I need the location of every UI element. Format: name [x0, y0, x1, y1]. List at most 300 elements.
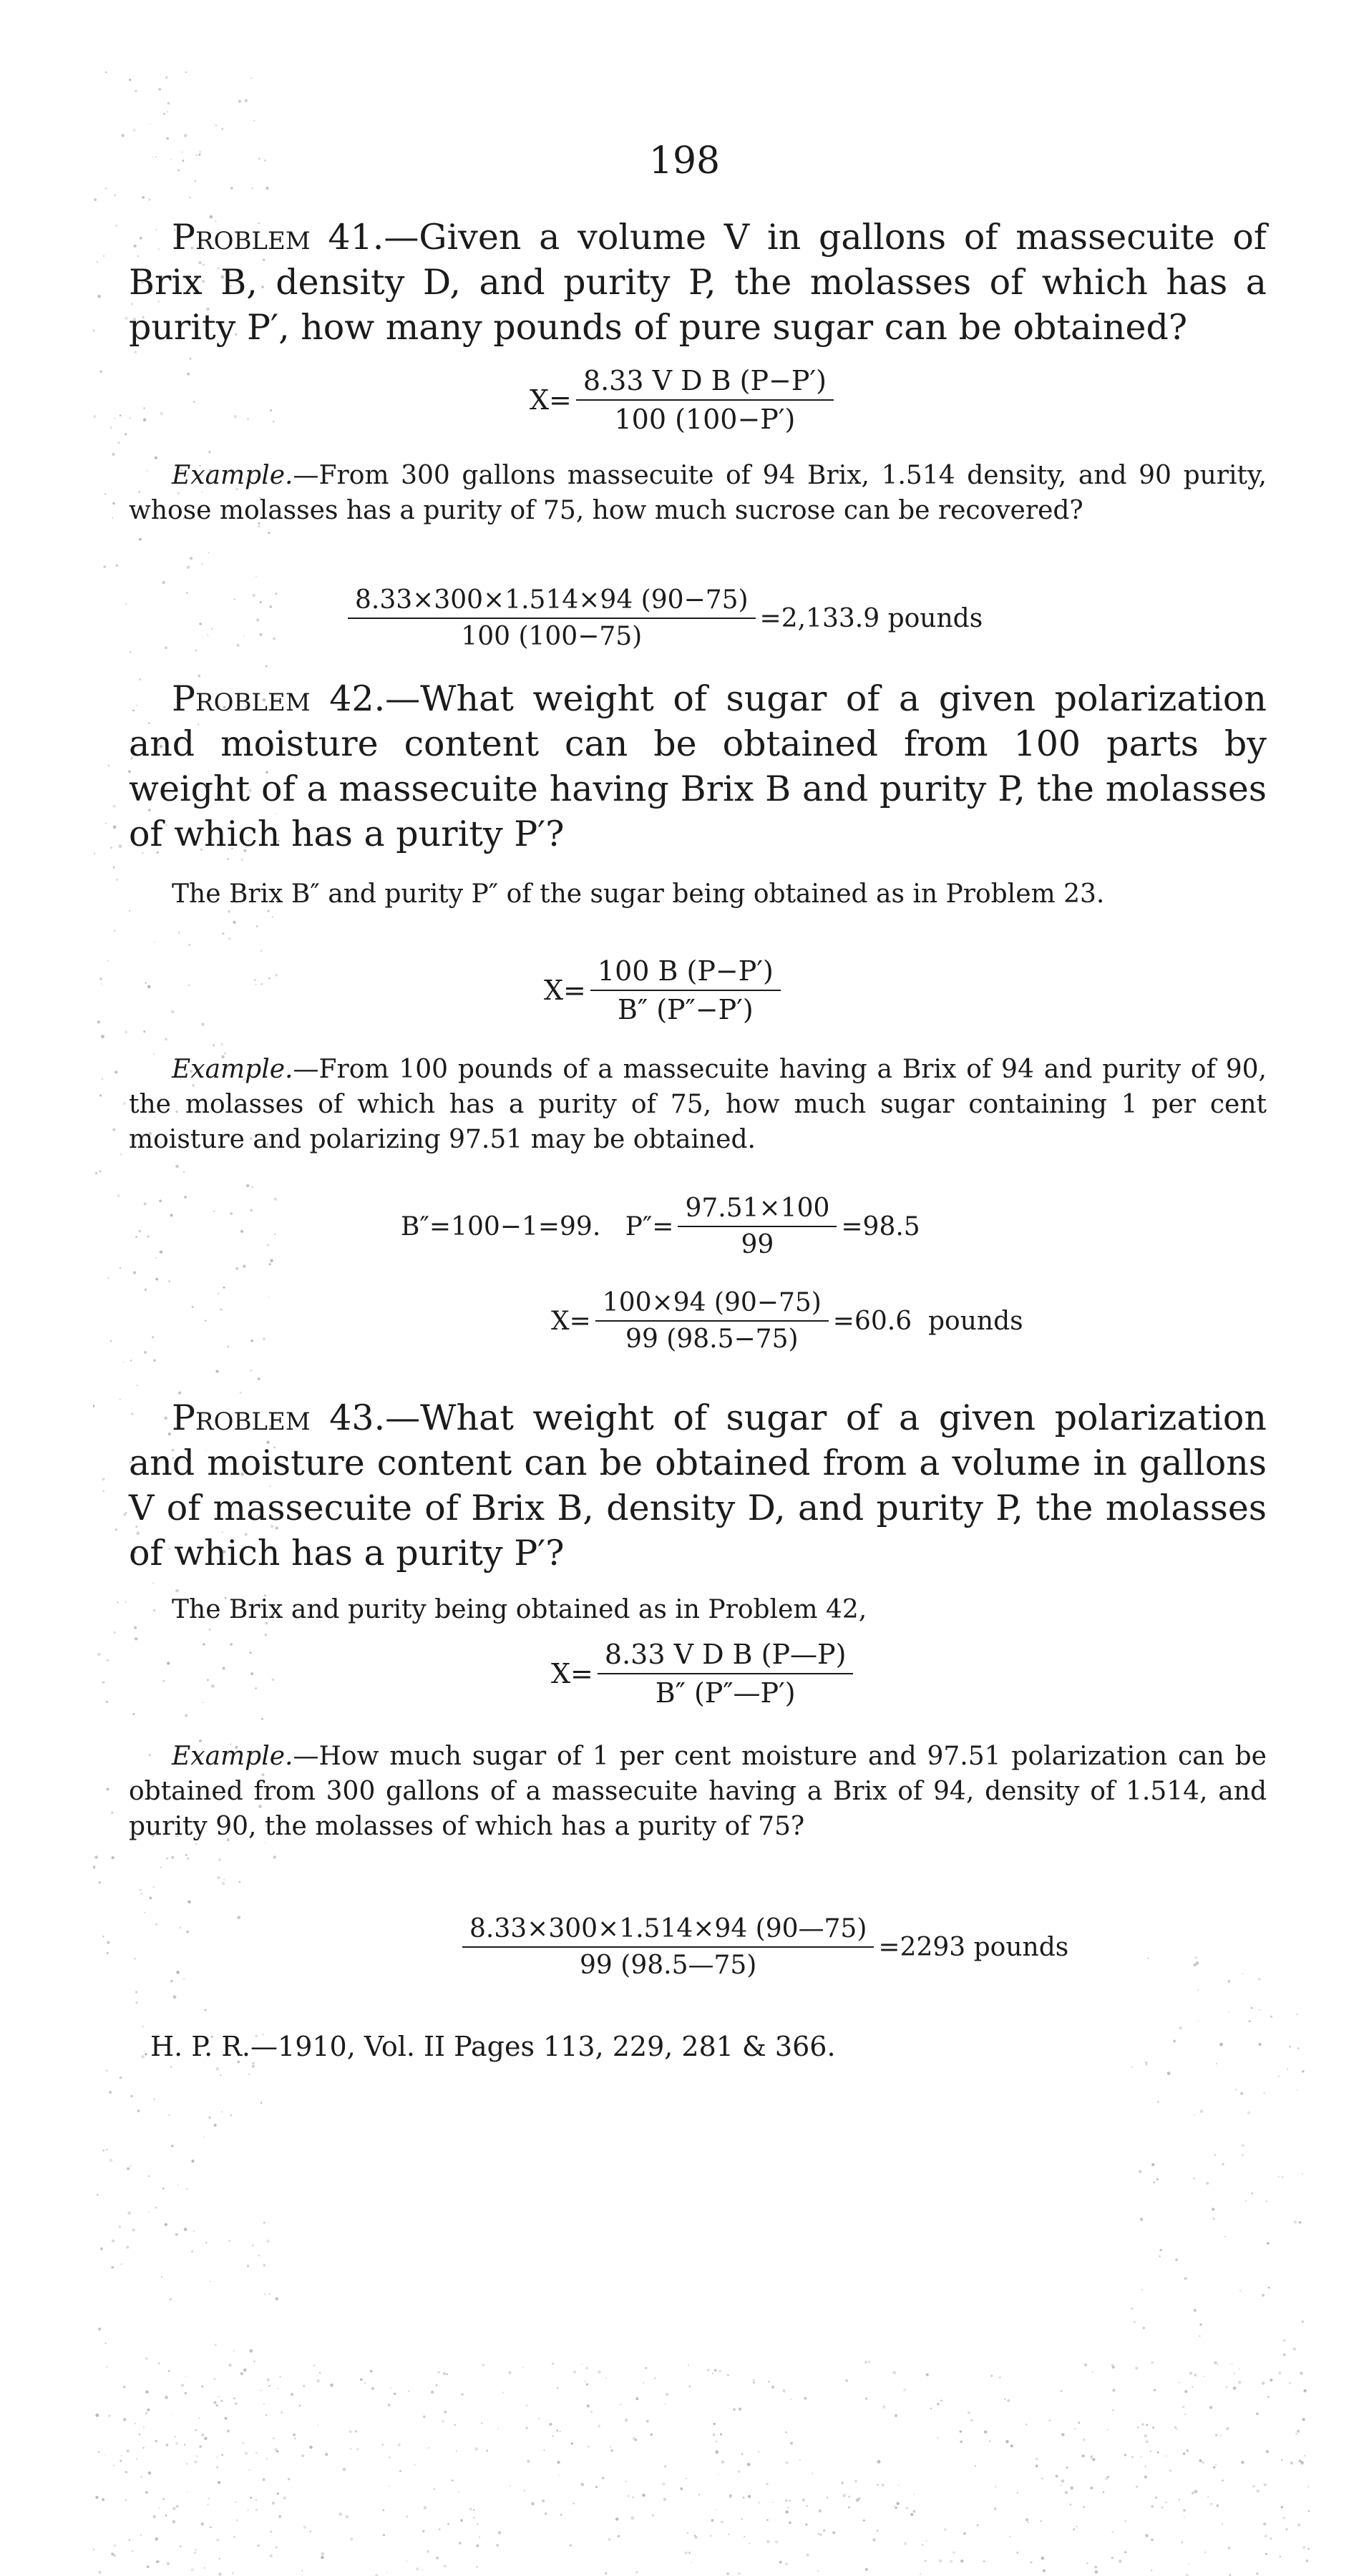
- grain-dot: [205, 2242, 207, 2243]
- grain-dot: [225, 2417, 228, 2420]
- grain-dot: [1212, 2218, 1215, 2220]
- grain-dot: [926, 2373, 929, 2376]
- grain-dot: [785, 2562, 788, 2565]
- grain-dot: [120, 1399, 121, 1400]
- grain-dot: [208, 2504, 209, 2505]
- grain-dot: [143, 407, 145, 409]
- grain-dot: [711, 2519, 714, 2522]
- grain-dot: [185, 72, 187, 73]
- grain-dot: [263, 1337, 265, 1340]
- grain-dot: [144, 1912, 145, 1913]
- grain-dot: [145, 1289, 147, 1291]
- grain-dot: [117, 1194, 120, 1197]
- grain-dot: [457, 2491, 459, 2492]
- grain-dot: [319, 2372, 321, 2373]
- grain-dot: [1136, 2486, 1138, 2488]
- grain-dot: [152, 1583, 154, 1584]
- grain-dot: [217, 1292, 219, 1294]
- grain-dot: [1245, 2200, 1247, 2202]
- grain-dot: [349, 2430, 352, 2433]
- grain-dot: [625, 2419, 628, 2422]
- grain-dot: [275, 592, 277, 595]
- grain-dot: [571, 2442, 573, 2444]
- grain-dot: [1144, 2475, 1147, 2478]
- grain-dot: [112, 1128, 115, 1131]
- grain-dot: [123, 1102, 126, 1105]
- grain-dot: [394, 2393, 396, 2395]
- grain-dot: [1004, 2399, 1005, 2400]
- grain-dot: [1107, 2476, 1109, 2478]
- grain-dot: [343, 2468, 346, 2472]
- grain-dot: [1240, 2092, 1243, 2094]
- grain-dot: [473, 2517, 474, 2519]
- grain-dot: [1281, 2459, 1282, 2461]
- grain-dot: [125, 1601, 126, 1603]
- grain-dot: [184, 2228, 187, 2231]
- grain-dot: [235, 2402, 238, 2405]
- grain-dot: [266, 2458, 268, 2459]
- grain-dot: [1145, 2534, 1149, 2537]
- grain-dot: [1183, 2509, 1186, 2512]
- grain-dot: [208, 451, 211, 454]
- grain-dot: [1197, 1989, 1199, 1991]
- grain-dot: [93, 1405, 95, 1407]
- grain-dot: [309, 2446, 313, 2449]
- grain-dot: [605, 2377, 607, 2379]
- grain-dot: [270, 2555, 273, 2557]
- grain-dot: [608, 2538, 610, 2541]
- grain-dot: [121, 2455, 122, 2457]
- grain-dot: [1278, 2076, 1280, 2077]
- grain-dot: [1297, 2523, 1301, 2527]
- formula-lhs: X=: [551, 1658, 593, 1689]
- grain-dot: [422, 2569, 424, 2570]
- grain-dot: [858, 2497, 860, 2499]
- grain-dot: [159, 88, 161, 90]
- grain-dot: [605, 2572, 607, 2575]
- grain-dot: [462, 2394, 464, 2396]
- grain-dot: [1293, 2348, 1296, 2351]
- grain-dot: [162, 581, 165, 584]
- grain-dot: [903, 2389, 906, 2391]
- grain-dot: [101, 983, 102, 985]
- grain-dot: [1226, 2427, 1229, 2430]
- grain-dot: [1297, 2429, 1300, 2432]
- grain-dot: [1182, 2542, 1184, 2544]
- grain-dot: [1194, 2374, 1197, 2376]
- grain-dot: [1043, 2570, 1046, 2572]
- calc-numerator: 97.51×100: [678, 1194, 837, 1227]
- grain-dot: [686, 2478, 687, 2479]
- grain-dot: [1286, 2528, 1288, 2530]
- grain-dot: [1199, 2323, 1202, 2326]
- grain-dot: [643, 2382, 644, 2384]
- grain-dot: [1200, 2109, 1204, 2113]
- grain-dot: [1263, 2522, 1266, 2525]
- grain-dot: [264, 2293, 266, 2296]
- grain-dot: [222, 2454, 224, 2456]
- grain-dot: [216, 2539, 219, 2542]
- grain-dot: [772, 2502, 774, 2503]
- grain-dot: [145, 982, 147, 984]
- grain-dot: [1256, 2413, 1258, 2415]
- grain-dot: [872, 2538, 875, 2541]
- grain-dot: [150, 1897, 152, 1900]
- grain-dot: [268, 977, 271, 980]
- grain-dot: [877, 2460, 881, 2464]
- grain-dot: [135, 2423, 136, 2424]
- grain-dot: [1141, 2289, 1143, 2290]
- grain-dot: [789, 2499, 791, 2502]
- grain-dot: [123, 2386, 126, 2389]
- grain-dot: [1135, 2367, 1138, 2370]
- grain-dot: [221, 1043, 223, 1045]
- grain-dot: [827, 2497, 828, 2498]
- example-paragraph: [129, 1052, 1267, 1157]
- grain-dot: [408, 2391, 409, 2392]
- grain-dot: [207, 1679, 209, 1681]
- grain-dot: [205, 1319, 207, 1322]
- calc-numerator: 8.33×300×1.514×94 (90−75): [348, 585, 756, 619]
- grain-dot: [252, 2065, 255, 2068]
- grain-dot: [1175, 2258, 1178, 2261]
- grain-dot: [234, 599, 235, 600]
- grain-dot: [914, 2494, 915, 2495]
- grain-dot: [427, 2550, 429, 2553]
- grain-dot: [522, 2367, 524, 2368]
- grain-dot: [210, 2281, 211, 2283]
- grain-dot: [127, 2167, 130, 2170]
- grain-dot: [1283, 2339, 1286, 2342]
- grain-dot: [937, 2403, 940, 2406]
- grain-dot: [269, 1263, 271, 1265]
- grain-dot: [259, 633, 262, 636]
- grain-dot: [444, 2411, 447, 2414]
- grain-dot: [117, 441, 120, 444]
- grain-dot: [160, 1251, 162, 1254]
- grain-dot: [753, 2379, 754, 2381]
- grain-dot: [170, 2067, 172, 2068]
- grain-dot: [99, 1171, 102, 1173]
- formula-numerator: 8.33 V D B (P—P): [598, 1639, 854, 1674]
- grain-dot: [130, 2165, 132, 2167]
- grain-dot: [260, 950, 263, 952]
- grain-dot: [1295, 2433, 1297, 2435]
- grain-dot: [650, 2434, 653, 2436]
- grain-dot: [1159, 2255, 1161, 2258]
- grain-dot: [1174, 2426, 1176, 2429]
- grain-dot: [250, 2349, 253, 2353]
- grain-dot: [144, 2051, 145, 2053]
- grain-dot: [102, 2150, 104, 2152]
- grain-dot: [1256, 2489, 1260, 2493]
- grain-dot: [1302, 2546, 1305, 2549]
- grain-dot: [172, 2507, 176, 2510]
- grain-dot: [1216, 2063, 1217, 2064]
- grain-dot: [1187, 2449, 1189, 2452]
- grain-dot: [1146, 2064, 1147, 2065]
- grain-dot: [1184, 2517, 1185, 2518]
- grain-dot: [260, 2390, 262, 2391]
- grain-dot: [111, 1812, 113, 1814]
- grain-dot: [134, 1958, 136, 1960]
- grain-dot: [208, 2498, 210, 2500]
- calc-fraction: [348, 585, 756, 651]
- grain-dot: [721, 2521, 723, 2523]
- grain-dot: [162, 2498, 165, 2500]
- grain-dot: [868, 2361, 869, 2363]
- grain-dot: [1082, 2454, 1085, 2457]
- grain-dot: [173, 1995, 177, 1999]
- grain-dot: [211, 628, 213, 630]
- grain-dot: [779, 2561, 782, 2564]
- problem-41: [129, 215, 1267, 350]
- grain-dot: [167, 1662, 170, 1664]
- grain-dot: [1010, 2444, 1013, 2447]
- grain-dot: [143, 418, 147, 421]
- grain-dot: [1048, 2419, 1051, 2421]
- grain-dot: [155, 1278, 158, 1281]
- note-text: The Brix B″ and purity P″ of the sugar being obtained as in Problem 23.: [172, 879, 1105, 909]
- grain-dot: [98, 2571, 101, 2574]
- grain-dot: [743, 2497, 745, 2499]
- grain-dot: [272, 2502, 275, 2504]
- grain-dot: [100, 371, 102, 373]
- grain-dot: [217, 1876, 220, 1879]
- grain-dot: [882, 2406, 885, 2409]
- grain-dot: [177, 2185, 179, 2186]
- grain-dot: [1157, 2101, 1159, 2103]
- grain-dot: [739, 2408, 741, 2411]
- grain-dot: [208, 635, 209, 636]
- calc-denominator: 99 (98.5−75): [625, 1324, 799, 1354]
- calc-fraction: [595, 1288, 829, 1354]
- grain-dot: [106, 2366, 108, 2368]
- grain-dot: [1151, 2539, 1154, 2542]
- grain-dot: [1092, 2458, 1095, 2461]
- grain-dot: [848, 2507, 850, 2509]
- grain-dot: [93, 2548, 94, 2550]
- grain-dot: [265, 665, 268, 668]
- grain-dot: [898, 2484, 900, 2486]
- grain-dot: [193, 2230, 195, 2233]
- grain-dot: [406, 2515, 408, 2517]
- formula-numerator: 8.33 V D B (P−P′): [576, 365, 834, 401]
- grain-dot: [104, 2454, 106, 2456]
- grain-dot: [223, 1287, 225, 1289]
- grain-dot: [691, 2562, 692, 2564]
- example-label: Example.: [172, 461, 293, 490]
- grain-dot: [1146, 2440, 1149, 2443]
- grain-dot: [95, 1172, 98, 1175]
- grain-dot: [209, 1629, 211, 1631]
- grain-dot: [190, 557, 193, 560]
- grain-dot: [738, 2572, 741, 2575]
- grain-dot: [1143, 2327, 1145, 2329]
- grain-dot: [749, 2542, 750, 2544]
- problem-42-calculation-2: [551, 1288, 1023, 1354]
- grain-dot: [191, 2250, 193, 2253]
- grain-dot: [213, 1044, 215, 1046]
- grain-dot: [1307, 2548, 1310, 2550]
- grain-dot: [107, 1941, 109, 1944]
- grain-dot: [258, 1377, 260, 1380]
- grain-dot: [178, 1392, 181, 1395]
- grain-dot: [1199, 2459, 1202, 2462]
- grain-dot: [233, 2536, 235, 2538]
- grain-dot: [1210, 2503, 1213, 2506]
- grain-dot: [782, 2389, 786, 2393]
- grain-dot: [1302, 2418, 1305, 2421]
- grain-dot: [984, 2431, 987, 2434]
- grain-dot: [180, 2545, 181, 2547]
- grain-dot: [208, 2116, 211, 2119]
- grain-dot: [218, 2396, 220, 2397]
- grain-dot: [133, 1272, 136, 1274]
- grain-dot: [317, 2425, 318, 2426]
- grain-dot: [145, 2412, 148, 2415]
- grain-dot: [140, 1889, 142, 1891]
- grain-dot: [1035, 2457, 1038, 2460]
- grain-dot: [560, 2514, 562, 2516]
- grain-dot: [232, 2572, 234, 2575]
- grain-dot: [233, 2397, 235, 2399]
- grain-dot: [552, 2435, 553, 2436]
- grain-dot: [350, 2448, 351, 2449]
- grain-dot: [524, 2490, 525, 2492]
- grain-dot: [633, 2437, 635, 2440]
- grain-dot: [474, 2447, 478, 2451]
- grain-dot: [243, 1265, 245, 1268]
- example-text: —How much sugar of 1 per cent moisture and 97.51 polarization can be obtained from 300 gallons of a massecuite having a Brix of 94, density of 1.514, and purity 90, the molasses of which has a purity of 75?: [129, 1742, 1267, 1841]
- calc-prefix: B″=100−1=99. P″=: [401, 1211, 674, 1241]
- grain-dot: [141, 2476, 142, 2477]
- grain-dot: [1228, 1980, 1230, 1982]
- grain-dot: [250, 2497, 252, 2499]
- grain-dot: [123, 1513, 126, 1516]
- grain-dot: [250, 1652, 252, 1654]
- grain-dot: [1202, 2462, 1204, 2464]
- grain-dot: [1280, 2556, 1282, 2558]
- grain-dot: [215, 1370, 218, 1372]
- grain-dot: [155, 2440, 158, 2443]
- grain-dot: [1056, 2475, 1058, 2478]
- grain-dot: [114, 930, 115, 932]
- grain-dot: [102, 1681, 105, 1684]
- grain-dot: [1283, 2353, 1286, 2356]
- grain-dot: [135, 90, 137, 92]
- grain-dot: [165, 646, 167, 649]
- grain-dot: [263, 2478, 265, 2481]
- grain-dot: [166, 2444, 169, 2446]
- grain-dot: [895, 2507, 897, 2509]
- grain-dot: [184, 134, 187, 137]
- grain-dot: [525, 2427, 527, 2429]
- grain-dot: [186, 2188, 188, 2190]
- grain-dot: [1140, 2457, 1141, 2458]
- grain-dot: [263, 2404, 265, 2405]
- grain-dot: [159, 1200, 162, 1203]
- grain-dot: [195, 2549, 196, 2550]
- grain-dot: [94, 198, 97, 201]
- grain-dot: [125, 1031, 127, 1034]
- grain-dot: [185, 2392, 187, 2395]
- grain-dot: [387, 2572, 389, 2573]
- grain-dot: [747, 2463, 751, 2467]
- grain-dot: [237, 1916, 240, 1919]
- grain-dot: [905, 2507, 908, 2509]
- grain-dot: [1270, 2016, 1272, 2018]
- grain-dot: [1073, 2528, 1075, 2530]
- grain-dot: [227, 858, 229, 860]
- grain-dot: [293, 2434, 296, 2436]
- grain-dot: [598, 2371, 600, 2373]
- example-paragraph: [129, 458, 1267, 528]
- grain-dot: [1258, 1978, 1261, 1981]
- grain-dot: [130, 2095, 133, 2098]
- grain-dot: [155, 1257, 157, 1259]
- grain-dot: [807, 2505, 808, 2507]
- grain-dot: [1076, 2526, 1078, 2527]
- grain-dot: [107, 960, 109, 962]
- grain-dot: [758, 2502, 760, 2504]
- grain-dot: [712, 2373, 713, 2374]
- grain-dot: [228, 1346, 230, 1348]
- note-text: The Brix and purity being obtained as in Problem 42,: [172, 1595, 867, 1624]
- grain-dot: [170, 2298, 172, 2301]
- grain-dot: [260, 2102, 263, 2104]
- grain-dot: [1270, 2379, 1272, 2381]
- grain-dot: [199, 623, 202, 625]
- grain-dot: [210, 2527, 212, 2529]
- grain-dot: [202, 563, 203, 565]
- grain-dot: [1091, 2487, 1093, 2489]
- grain-dot: [208, 552, 210, 553]
- grain-dot: [98, 1881, 101, 1884]
- calc-numerator: 100×94 (90−75): [595, 1288, 829, 1322]
- grain-dot: [107, 1952, 109, 1954]
- grain-dot: [960, 2560, 963, 2562]
- grain-dot: [276, 2450, 278, 2452]
- grain-dot: [240, 1230, 243, 1233]
- grain-dot: [586, 2384, 588, 2386]
- grain-dot: [203, 1702, 204, 1703]
- grain-dot: [196, 2455, 198, 2457]
- grain-dot: [93, 415, 96, 418]
- grain-dot: [102, 1478, 105, 1480]
- grain-dot: [187, 565, 190, 569]
- grain-dot: [716, 2441, 718, 2443]
- grain-dot: [234, 415, 238, 419]
- grain-dot: [892, 2371, 896, 2375]
- grain-dot: [302, 2570, 303, 2572]
- grain-dot: [431, 2391, 434, 2394]
- grain-dot: [1253, 2485, 1255, 2487]
- grain-dot: [1194, 1956, 1197, 1959]
- grain-dot: [125, 2499, 127, 2501]
- grain-dot: [268, 1297, 270, 1298]
- grain-dot: [106, 2069, 108, 2072]
- grain-dot: [922, 2544, 924, 2546]
- grain-dot: [585, 2366, 588, 2369]
- grain-dot: [250, 1370, 252, 1372]
- grain-dot: [1155, 2497, 1157, 2499]
- grain-dot: [573, 2503, 575, 2504]
- grain-dot: [256, 926, 258, 927]
- grain-dot: [181, 2384, 184, 2386]
- grain-dot: [105, 187, 107, 190]
- grain-dot: [1249, 2020, 1251, 2022]
